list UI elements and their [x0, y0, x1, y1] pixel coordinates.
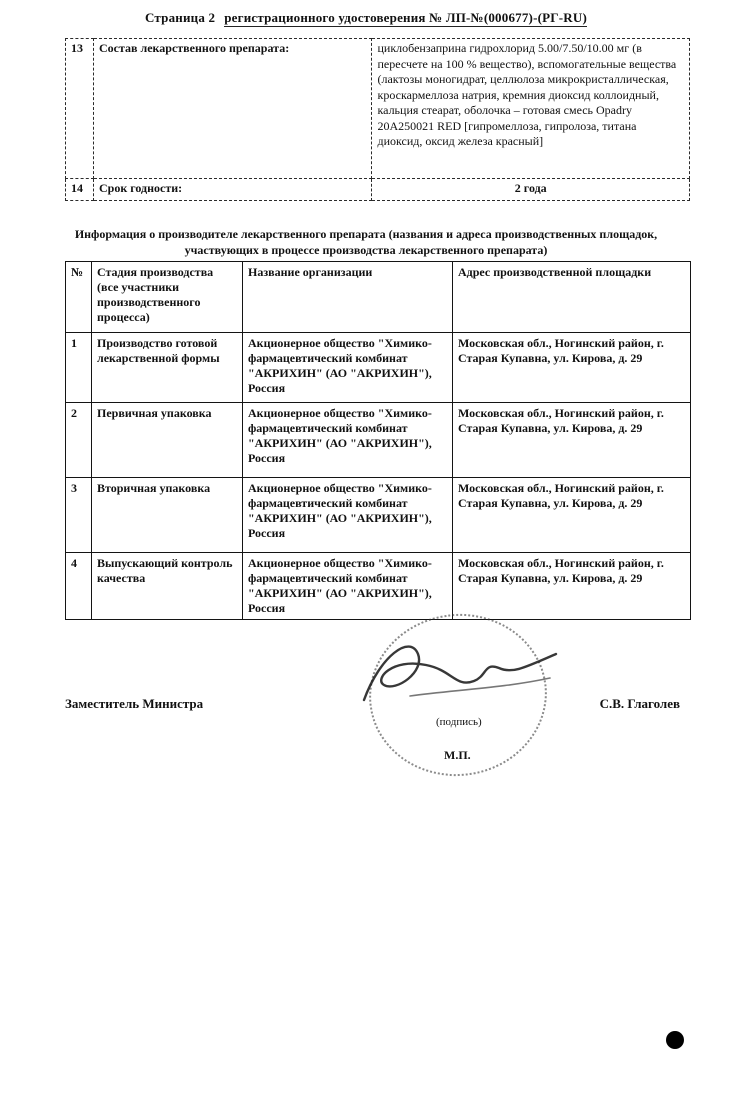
table-header-row: [66, 262, 691, 333]
certificate-table: [65, 38, 690, 201]
shelf-life-value: 2 года: [372, 179, 690, 201]
col-header-stage: Стадия производства (все участники производственного процесса): [92, 262, 243, 333]
organization-cell: Акционерное общество "Химико-фармацевтический комбинат "АКРИХИН" (АО "АКРИХИН"), Россия: [243, 403, 453, 478]
signer-title: Заместитель Министра: [65, 696, 204, 711]
address-cell: Московская обл., Ногинский район, г. Старая Купавна, ул. Кирова, д. 29: [453, 333, 691, 403]
signature-caption: (подпись): [436, 716, 482, 728]
table-row: [66, 403, 691, 478]
col-header-number: №: [66, 262, 92, 333]
address-cell: Московская обл., Ногинский район, г. Старая Купавна, ул. Кирова, д. 29: [453, 403, 691, 478]
row-number: 4: [66, 553, 92, 620]
stage-cell: Производство готовой лекарственной формы: [92, 333, 243, 403]
col-header-organization: Название организации: [243, 262, 453, 333]
table-row: [66, 39, 690, 179]
address-cell: Московская обл., Ногинский район, г. Старая Купавна, ул. Кирова, д. 29: [453, 478, 691, 553]
organization-cell: Акционерное общество "Химико-фармацевтический комбинат "АКРИХИН" (АО "АКРИХИН"), Россия: [243, 553, 453, 620]
stage-cell: Вторичная упаковка: [92, 478, 243, 553]
signer-name: С.В. Глаголев: [599, 696, 680, 711]
stage-cell: Выпускающий контроль качества: [92, 553, 243, 620]
handwritten-signature: [352, 628, 567, 723]
address-cell: Московская обл., Ногинский район, г. Старая Купавна, ул. Кирова, д. 29: [453, 553, 691, 620]
manufacturer-info-text: Информация о производителе лекарственного препарата (названия и адреса производственных площадок, участвующих в процессе производства лекарственного препарата): [74, 227, 658, 257]
table-row: [66, 553, 691, 620]
table-row: [66, 478, 691, 553]
composition-value: циклобензаприна гидрохлорид 5.00/7.50/10.00 мг (в пересчете на 100 % вещество), вспомогательные вещества (лактозы моногидрат, целлюлоза микрокристаллическая, кроскармеллоза натрия, кремния диоксид коллоидный, кальция стеарат, оболочка – готовая смесь Opadry 20A250021 RED [гипромеллоза, гипролоза, титана диоксид, оксид железа красный]: [372, 39, 690, 179]
stamp-place-caption: М.П.: [444, 748, 471, 762]
table-row: [66, 333, 691, 403]
table-row: [66, 179, 690, 201]
shelf-life-label: Срок годности:: [93, 179, 372, 201]
organization-cell: Акционерное общество "Химико-фармацевтический комбинат "АКРИХИН" (АО "АКРИХИН"), Россия: [243, 478, 453, 553]
manufacturer-table: [65, 261, 691, 620]
registration-number-label: регистрационного удостоверения № ЛП-№(000677)-(РГ-RU): [224, 10, 587, 25]
organization-cell: Акционерное общество "Химико-фармацевтический комбинат "АКРИХИН" (АО "АКРИХИН"), Россия: [243, 333, 453, 403]
row-number: 1: [66, 333, 92, 403]
col-header-address: Адрес производственной площадки: [453, 262, 691, 333]
stage-cell: Первичная упаковка: [92, 403, 243, 478]
row-number: 13: [66, 39, 94, 179]
row-number: 3: [66, 478, 92, 553]
composition-label: Состав лекарственного препарата:: [93, 39, 372, 179]
page-corner-dot: [666, 1031, 684, 1049]
page-number-label: Страница 2: [145, 10, 216, 25]
row-number: 14: [66, 179, 94, 201]
row-number: 2: [66, 403, 92, 478]
page-header: [0, 10, 732, 26]
